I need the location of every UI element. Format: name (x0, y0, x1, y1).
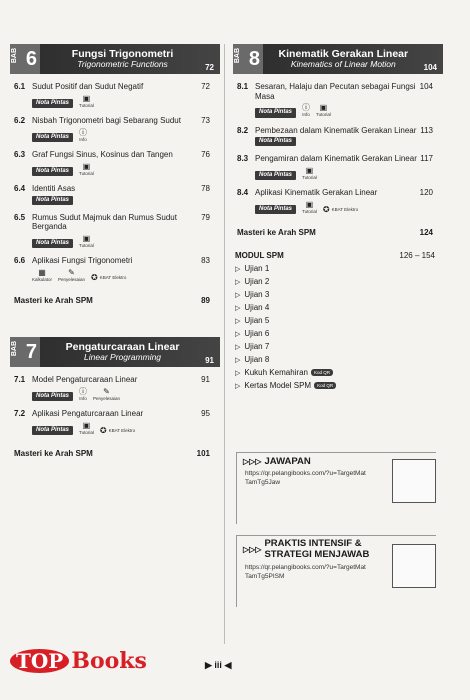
modul-item[interactable]: ▷ Ujian 1 (235, 264, 270, 274)
section-number: 7.2 (14, 409, 26, 419)
section-number: 6.3 (14, 149, 26, 159)
section-title: Identiti Asas (32, 183, 76, 193)
toc-entry[interactable] (233, 82, 443, 118)
logo-books: Books (71, 648, 147, 674)
triangle-icon: ▷ (235, 369, 241, 377)
modul-item[interactable]: ▷ Kukuh Kemahiran Kod QR (233, 368, 443, 377)
modul-pages: 126 – 154 (399, 251, 435, 261)
chapter-subtitle: Linear Programming (84, 352, 162, 363)
toc-entry[interactable] (10, 409, 220, 435)
toc-entry[interactable] (233, 126, 443, 147)
tutorial-icon[interactable]: ▣ Tutorial (79, 93, 94, 108)
section-title: Sudut Positif dan Sudut Negatif (32, 82, 144, 91)
section-number: 6.6 (14, 256, 26, 266)
chapter-badge: BAB 6 (10, 44, 40, 74)
section-title: Aplikasi Kinematik Gerakan Linear (255, 188, 378, 198)
section-number: 6.2 (14, 115, 26, 125)
section-title: Pembezaan dalam Kinematik Gerakan Linear (255, 125, 417, 135)
nota-pintas-tag[interactable]: Nota Pintas (32, 133, 73, 142)
triangle-icon: ▷ (235, 330, 241, 338)
section-title: Aplikasi Fungsi Trigonometri (32, 256, 133, 266)
masteri-entry[interactable]: Masteri ke Arah SPM 124 (237, 228, 433, 238)
section-number: 8.3 (237, 154, 249, 164)
praktis-qr-box[interactable] (236, 535, 436, 607)
section-number: 7.1 (14, 375, 26, 385)
chapter-title: Pengaturcaraan Linear (65, 341, 180, 354)
modul-item[interactable]: ▷ Ujian 3 (235, 290, 270, 300)
chapter-header[interactable] (10, 44, 220, 74)
section-page: 83 (201, 256, 210, 266)
kod-qr-tag[interactable]: Kod QR (311, 369, 333, 376)
section-number: 6.5 (14, 212, 26, 222)
column-divider (224, 44, 225, 644)
section-page: 91 (201, 375, 210, 385)
section-page: 95 (201, 409, 210, 419)
section-number: 6.1 (14, 82, 26, 91)
chapter-header[interactable] (233, 44, 443, 74)
chapter-header[interactable] (10, 337, 220, 367)
tutorial-icon[interactable]: ▣ Tutorial (79, 233, 94, 248)
modul-spm (233, 251, 443, 390)
modul-item[interactable]: ▷ Ujian 7 (235, 342, 270, 352)
chapter-page: 91 (205, 356, 214, 366)
nota-pintas-tag[interactable]: Nota Pintas (255, 171, 296, 180)
masteri-entry[interactable]: Masteri ke Arah SPM 89 (14, 296, 210, 306)
tutorial-icon[interactable]: ▣ Tutorial (316, 103, 331, 118)
toc-entry[interactable] (10, 184, 220, 205)
kalkulator-icon[interactable]: ▦ Kalkulator (32, 267, 53, 282)
penyelesaian-icon[interactable]: ✎ Penyelesaian (58, 267, 86, 282)
penyelesaian-icon[interactable]: ✎ Penyelesaian (93, 386, 121, 401)
chapter-badge: BAB 8 (233, 44, 263, 74)
kod-qr-tag[interactable]: Kod QR (314, 382, 336, 389)
section-number: 8.2 (237, 125, 249, 135)
toc-entry[interactable] (10, 375, 220, 401)
triangle-icon: ▷ (235, 343, 241, 351)
info-icon[interactable]: ⓘ Info (79, 127, 88, 142)
tutorial-icon[interactable]: ▣ Tutorial (302, 199, 317, 214)
triangle-icon: ▷ (235, 317, 241, 325)
right-column (233, 44, 443, 390)
modul-item[interactable]: ▷ Ujian 5 (235, 316, 270, 326)
section-page: 72 (201, 82, 210, 91)
kbat-icon[interactable]: ✪ KBAT Elektro (322, 205, 359, 215)
nota-pintas-tag[interactable]: Nota Pintas (32, 167, 73, 176)
chapter-subtitle: Kinematics of Linear Motion (290, 59, 396, 70)
section-page: 120 (419, 188, 433, 198)
triangle-icon: ▷ (235, 291, 241, 299)
section-title: Aplikasi Pengaturcaraan Linear (32, 409, 144, 419)
section-title: Graf Fungsi Sinus, Kosinus dan Tangen (32, 149, 173, 159)
praktis-link[interactable]: https://qr.pelangibooks.com/?u=TargetMatTamTg5PISM (245, 563, 366, 580)
section-title: Pengamiran dalam Kinematik Gerakan Linear (255, 154, 417, 164)
modul-item[interactable]: ▷ Ujian 2 (235, 277, 270, 287)
kbat-icon[interactable]: ✪ KBAT Elektro (91, 273, 127, 283)
section-page: 76 (201, 149, 210, 159)
triangle-icon: ▷ (235, 304, 241, 312)
nota-pintas-tag[interactable]: Nota Pintas (255, 108, 296, 117)
section-number: 8.4 (237, 188, 249, 198)
chapter-title: Fungsi Trigonometri (71, 48, 174, 61)
praktis-qr-code[interactable] (392, 544, 436, 588)
nota-pintas-tag[interactable]: Nota Pintas (32, 196, 73, 205)
chapter-title: Kinematik Gerakan Linear (278, 48, 409, 61)
jawapan-link[interactable]: https://qr.pelangibooks.com/?u=TargetMatTamTg5Jaw (245, 470, 366, 486)
nota-pintas-tag[interactable]: Nota Pintas (32, 239, 73, 248)
triangle-icon: ▷ (235, 278, 241, 286)
tutorial-icon[interactable]: ▣ Tutorial (79, 420, 94, 435)
section-title: Nisbah Trigonometri bagi Sebarang Sudut (32, 115, 181, 125)
triangle-icon: ▷ (235, 265, 241, 273)
chapter-page: 72 (205, 63, 214, 72)
section-title: Sesaran, Halaju dan Pecutan sebagai Fungsi Masa (255, 82, 416, 101)
toc-entry[interactable] (10, 213, 220, 249)
section-title: Rumus Sudut Majmuk dan Rumus Sudut Berganda (32, 212, 177, 232)
chapter-badge: BAB 7 (10, 337, 40, 367)
arrows-icon: ▷▷▷ (243, 457, 262, 466)
topbooks-logo (10, 648, 147, 674)
toc-entry[interactable] (10, 82, 220, 108)
section-number: 6.4 (14, 183, 26, 193)
logo-top: TOP (10, 649, 69, 673)
jawapan-title: JAWAPAN (264, 456, 311, 467)
nota-pintas-tag[interactable]: Nota Pintas (255, 137, 296, 146)
modul-item[interactable]: ▷ Ujian 6 (235, 329, 270, 339)
masteri-entry[interactable]: Masteri ke Arah SPM 101 (14, 449, 210, 459)
triangle-icon: ▷ (235, 382, 241, 390)
left-column (10, 44, 220, 458)
section-page: 79 (201, 212, 210, 222)
tutorial-icon[interactable]: ▣ Tutorial (79, 161, 94, 176)
section-number: 8.1 (237, 82, 249, 91)
section-page: 78 (201, 183, 210, 193)
section-page: 113 (420, 125, 433, 135)
modul-title: MODUL SPM (235, 251, 284, 261)
section-title: Model Pengaturcaraan Linear (32, 375, 138, 385)
praktis-title: PRAKTIS INTENSIF & STRATEGI MENJAWAB (264, 538, 370, 560)
nota-pintas-tag[interactable]: Nota Pintas (255, 205, 296, 214)
nota-pintas-tag[interactable]: Nota Pintas (32, 392, 73, 401)
section-page: 117 (420, 154, 433, 164)
section-page: 73 (201, 115, 210, 125)
kbat-icon[interactable]: ✪ KBAT Elektro (99, 426, 136, 436)
chapter-page: 104 (423, 63, 437, 72)
chapter-subtitle: Trigonometric Functions (77, 59, 168, 70)
info-icon[interactable]: ⓘ Info (302, 103, 311, 118)
modul-item[interactable]: ▷ Ujian 4 (235, 303, 270, 313)
toc-entry[interactable] (10, 116, 220, 142)
toc-entry[interactable] (10, 150, 220, 176)
toc-entry[interactable] (233, 154, 443, 180)
jawapan-qr-box[interactable] (236, 452, 436, 524)
triangle-icon: ▷ (235, 356, 241, 364)
tutorial-icon[interactable]: ▣ Tutorial (302, 165, 317, 180)
nota-pintas-tag[interactable]: Nota Pintas (32, 426, 73, 435)
jawapan-qr-code[interactable] (392, 459, 436, 503)
toc-entry[interactable] (233, 188, 443, 214)
modul-item[interactable]: ▷ Kertas Model SPM Kod QR (233, 381, 443, 390)
page-number: ▶ iii ◀ (205, 660, 232, 670)
nota-pintas-tag[interactable]: Nota Pintas (32, 99, 73, 108)
modul-item[interactable]: ▷ Ujian 8 (235, 355, 270, 365)
toc-entry[interactable] (10, 256, 220, 282)
arrows-icon: ▷▷▷ (243, 545, 262, 555)
info-icon[interactable]: ⓘ Info (79, 386, 88, 401)
section-page: 104 (419, 82, 433, 91)
